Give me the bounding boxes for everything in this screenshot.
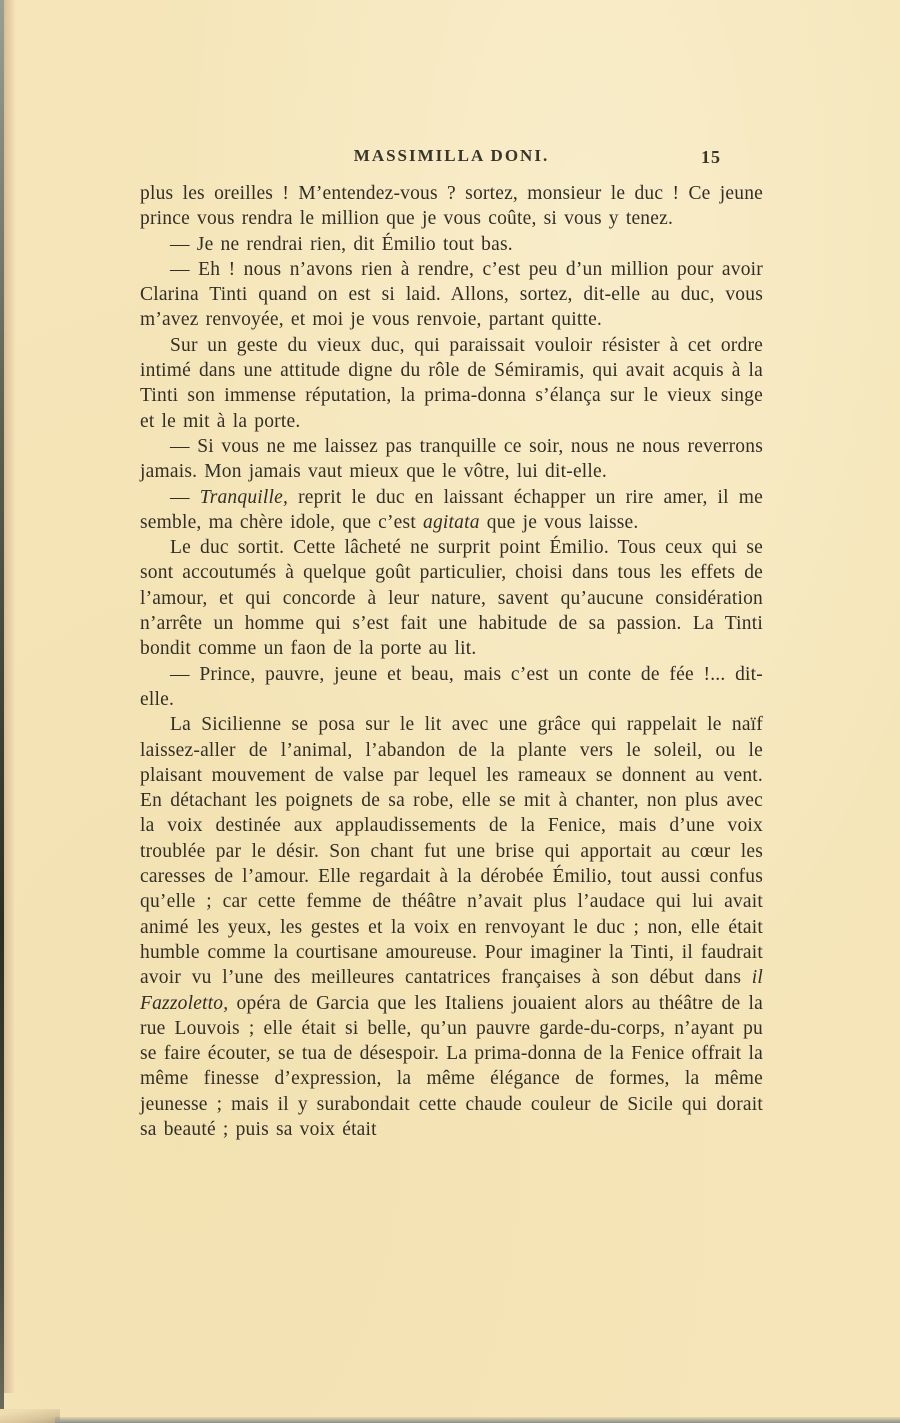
text-run: opéra de Garcia que les Italiens jouaient alors au théâtre de la rue Louvois ; elle était si belle, qu’un pauvre garde-du-corps, n’ayant pu se faire écouter, se tua de désespoir. La prima-donna de la Fenice offrait la même finesse d’expression, la même élégance de formes, la même jeunesse ; mais il y surabondait cette chaude couleur de Sicile qui dorait sa beauté ; puis sa voix était	[140, 992, 763, 1140]
text-run: plus les oreilles ! M’entendez-vous ? sortez, monsieur le duc ! Ce jeune prince vous rendra le million que je vous coûte, si vous y tenez.	[140, 183, 763, 230]
text-run: — Si vous ne me laissez pas tranquille ce soir, nous ne nous reverrons jamais. Mon jamais vaut mieux que le vôtre, lui dit-elle.	[140, 435, 763, 483]
paragraph	[140, 535, 763, 661]
text-run: La Sicilienne se posa sur le lit avec une grâce qui rappelait le naïf laissez-aller de l’animal, l’abandon de la plante vers le soleil, ou le plaisant mouvement de valse par lequel les rameaux se donnent au vent. En détachant les poignets de sa robe, elle se mit à chanter, non plus avec la voix destinée aux applaudissements de la Fenice, mais d’une voix troublée par le désir. Son chant fut une brise qui apportait au cœur les caresses de l’amour. Elle regardait à la dérobée Émilio, tout aussi confus qu’elle ; car cette femme de théâtre n’avait plus l’audace qui lui avait animé les yeux, les gestes et la voix en renvoyant le duc ; non, elle était humble comme la courtisane amoureuse. Pour imaginer la Tinti, il faudrait avoir vu l’une des meilleures cantatrices françaises à son début dans	[140, 714, 763, 989]
text-run: reprit le duc en laissant échapper un rire amer, il me semble, ma chère idole, que c’est	[140, 486, 763, 533]
page-stack-edge	[4, 0, 16, 1393]
paragraph	[140, 662, 763, 713]
paragraph	[140, 434, 763, 485]
page-corner-bottom-left	[0, 1409, 60, 1423]
text-run: —	[170, 486, 200, 508]
text-run: Le duc sortit. Cette lâcheté ne surprit point Émilio. Tous ceux qui se sont accoutumés à quelque goût particulier, choisi dans tous les effets de l’amour, et qui concorde à leur nature, savent qu’aucune considération n’arrête un homme qui s’est fait une habitude de sa passion. La Tinti bondit comme un faon de la porte au lit.	[140, 537, 763, 660]
page-header	[140, 146, 763, 172]
paragraph	[140, 232, 763, 257]
text-run: — Eh ! nous n’avons rien à rendre, c’est peu d’un million pour avoir Clarina Tinti quand on est si laid. Allons, sortez, dit-elle au duc, vous m’avez renvoyée, et moi je vous renvoie, partant quitte.	[140, 258, 763, 331]
text-run: — Je ne rendrai rien, dit Émilio tout bas.	[170, 233, 513, 255]
text-run: que je vous laisse.	[479, 511, 639, 533]
italic-text-run: agitata	[423, 511, 480, 533]
paragraph	[140, 485, 763, 536]
paragraph	[140, 333, 763, 434]
italic-text-run: Tranquille,	[199, 486, 289, 508]
scan-edge-bottom	[55, 1417, 900, 1423]
text-run: — Prince, pauvre, jeune et beau, mais c’est un conte de fée !... dit-elle.	[140, 663, 763, 710]
page-number: 15	[701, 147, 721, 167]
paragraph	[140, 257, 763, 333]
running-title: MASSIMILLA DONI.	[353, 146, 550, 165]
paragraph	[140, 181, 763, 232]
italic-text-run: il Fazzoletto,	[140, 967, 763, 1014]
text-run: Sur un geste du vieux duc, qui paraissait vouloir résister à cet ordre intimé dans une attitude digne du rôle de Sémiramis, qui avait acquis à la Tinti son immense réputation, la prima-donna s’élança sur le vieux singe et le mit à la porte.	[140, 334, 763, 432]
text-block	[140, 181, 763, 1142]
paragraph	[140, 712, 763, 1142]
